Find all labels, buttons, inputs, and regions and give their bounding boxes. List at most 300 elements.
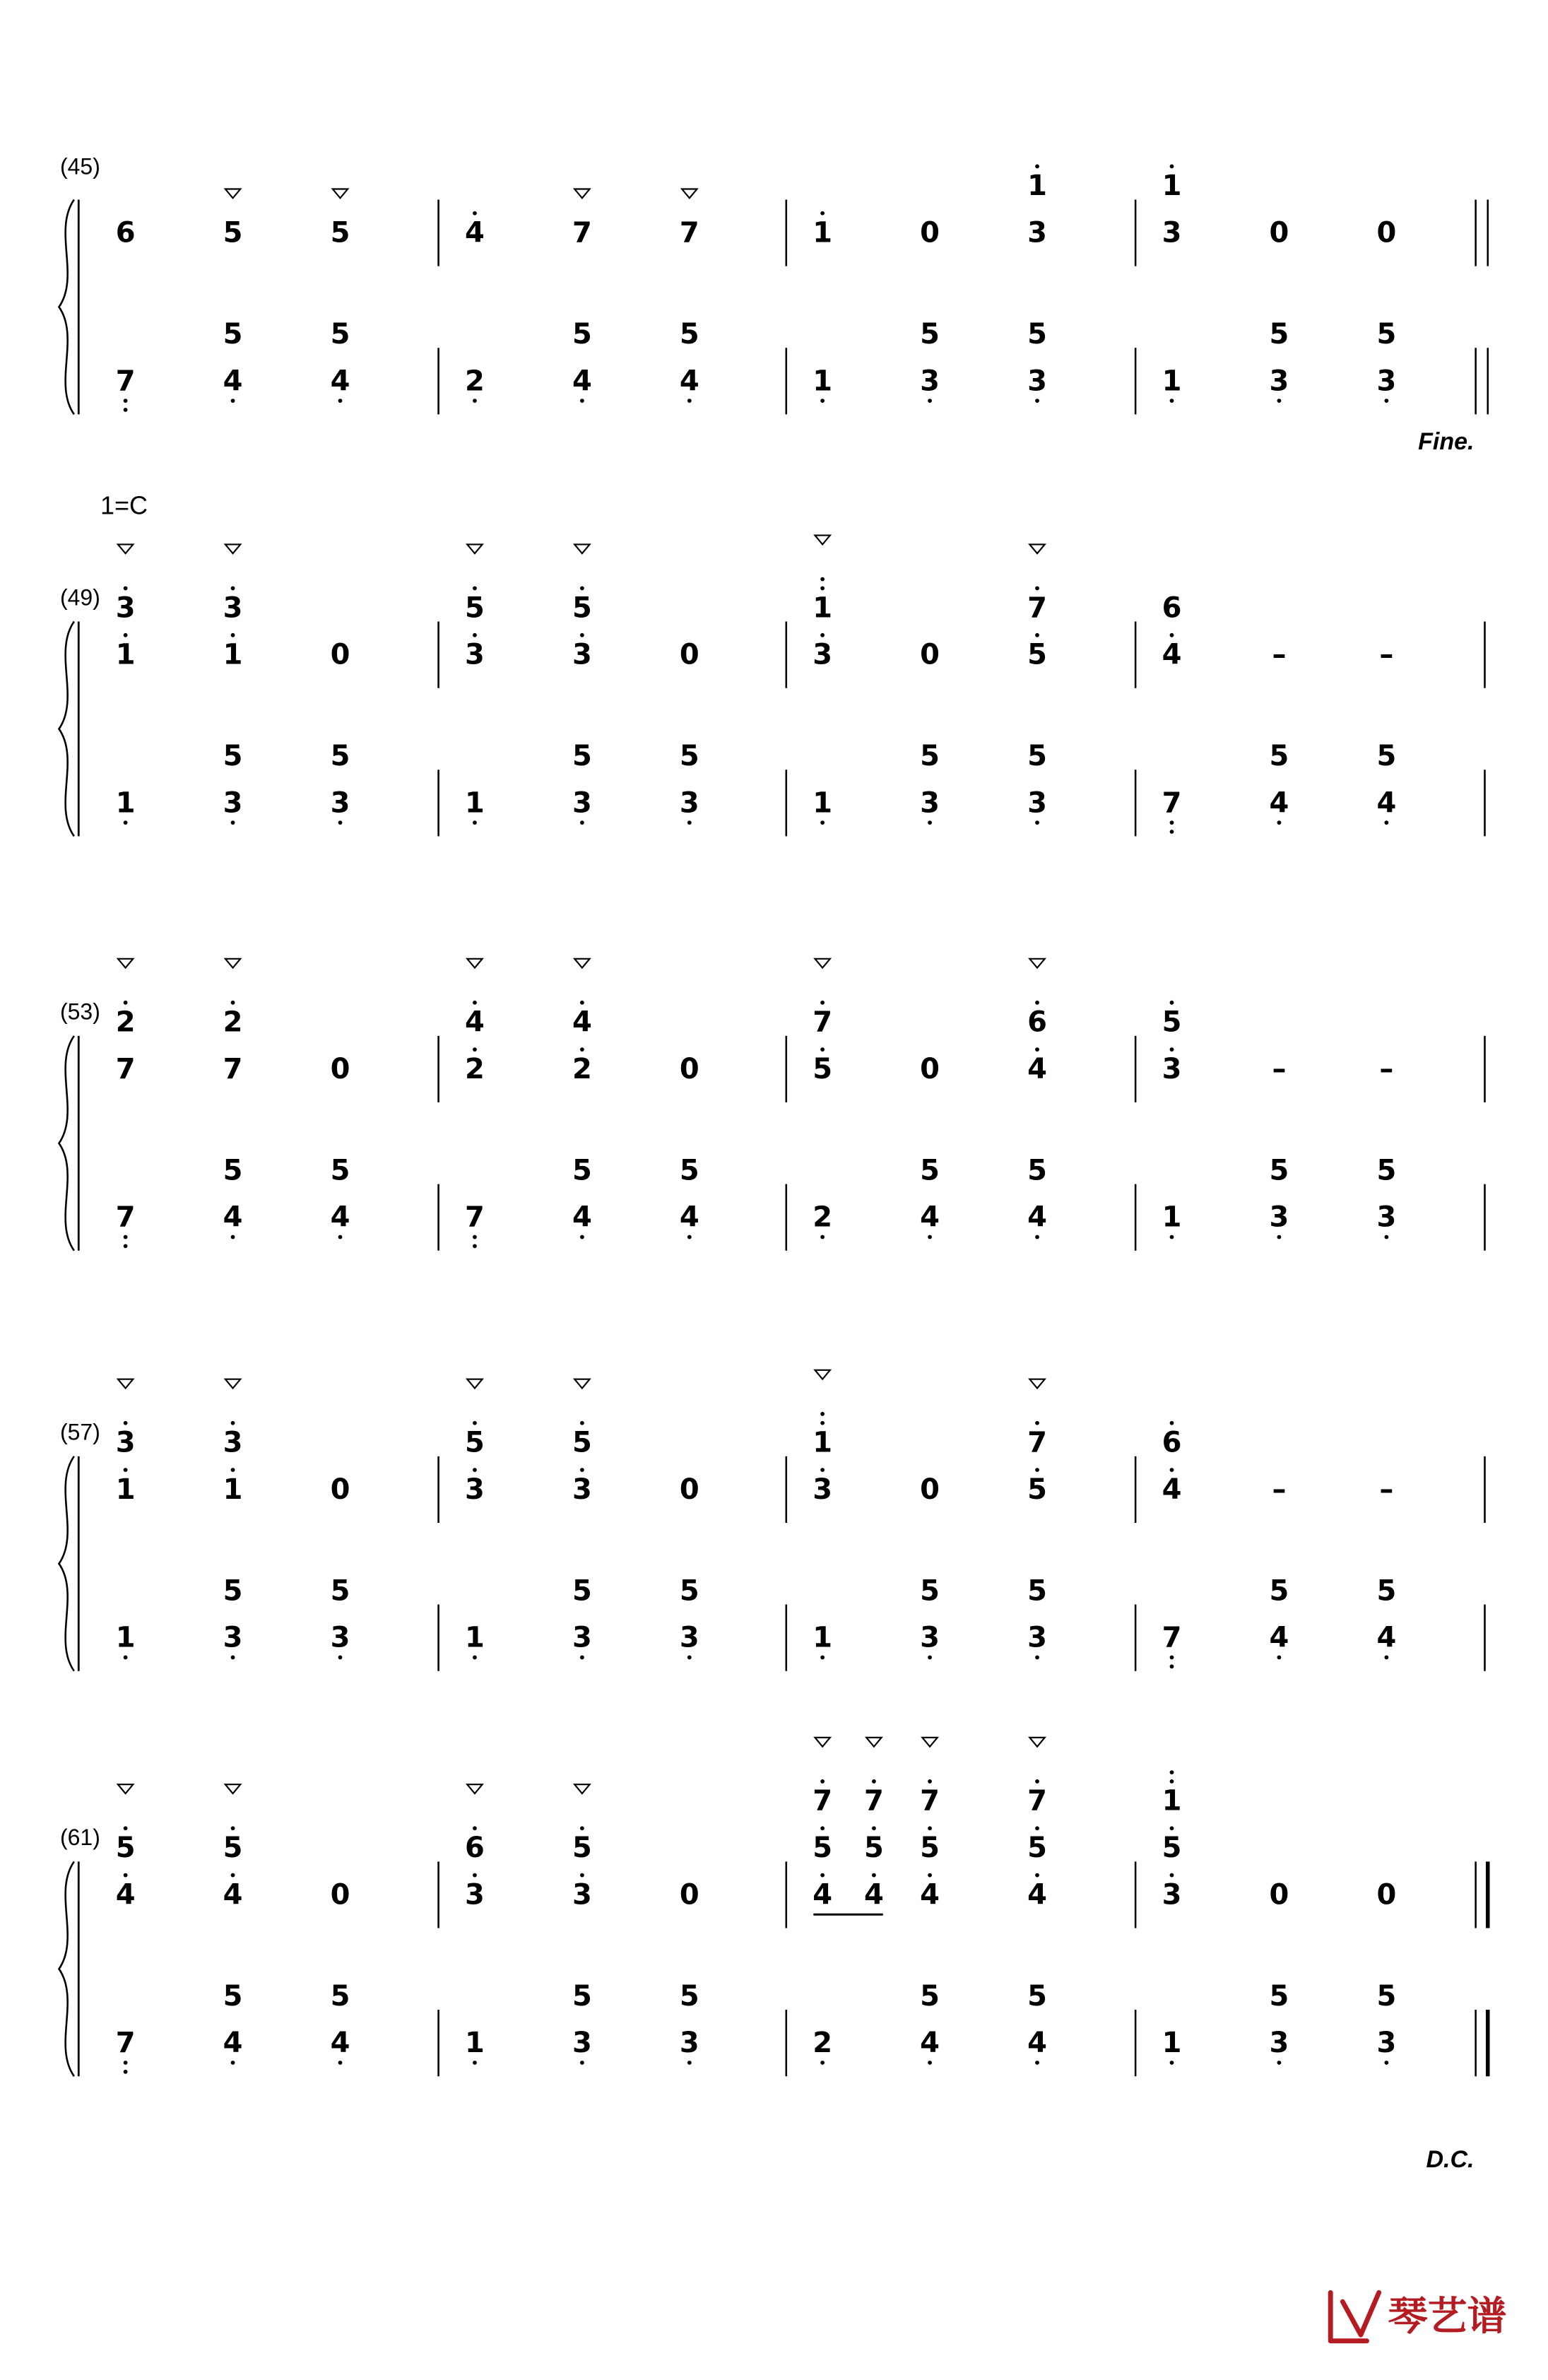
- bass-note: 2: [465, 365, 485, 398]
- octave-dot: [1384, 2061, 1388, 2065]
- octave-dot: [820, 1001, 825, 1005]
- octave-dot: [820, 211, 825, 216]
- octave-dot: [1170, 1468, 1174, 1472]
- octave-dot: [687, 399, 692, 403]
- treble-note: 0: [1376, 1878, 1397, 1911]
- octave-dot: [124, 399, 128, 403]
- bass-note: 3: [679, 2027, 699, 2060]
- staccato-mark: [225, 959, 240, 968]
- bass-note: 3: [1269, 1201, 1289, 1234]
- treble-note: 1: [115, 1473, 136, 1506]
- bass-note: 3: [330, 1621, 350, 1654]
- bass-note: 5: [223, 1979, 243, 2013]
- octave-dot: [820, 577, 825, 582]
- octave-dot: [820, 633, 825, 637]
- bass-note: 1: [1162, 365, 1182, 398]
- octave-dot: [124, 1873, 128, 1878]
- bass-note: 5: [330, 1154, 350, 1187]
- staccato-mark: [225, 1784, 240, 1793]
- octave-dot: [872, 1873, 876, 1878]
- octave-dot: [580, 1826, 584, 1830]
- bass-note: 5: [920, 1154, 940, 1187]
- treble-note: 0: [920, 216, 940, 249]
- octave-dot: [1277, 820, 1282, 825]
- treble-note: 2: [115, 1006, 136, 1039]
- treble-note: 4: [223, 1878, 243, 1911]
- octave-dot: [820, 1779, 825, 1784]
- bass-note: 3: [679, 1621, 699, 1654]
- octave-dot: [928, 1235, 932, 1239]
- octave-dot: [124, 1656, 128, 1660]
- bass-note: 7: [1162, 1621, 1182, 1654]
- brace: [59, 1456, 73, 1671]
- octave-dot: [1035, 587, 1039, 591]
- octave-dot: [1035, 1235, 1039, 1239]
- bass-note: 1: [1162, 1201, 1182, 1234]
- logo-text: 琴艺谱: [1388, 2293, 1507, 2340]
- bass-note: 5: [223, 740, 243, 772]
- treble-note: 2: [223, 1006, 243, 1039]
- bass-note: 5: [679, 740, 699, 772]
- treble-note: 3: [223, 591, 243, 625]
- bass-note: 4: [330, 1201, 350, 1234]
- staccato-mark: [467, 959, 482, 968]
- treble-note: 3: [572, 1878, 592, 1911]
- treble-note: 7: [863, 1784, 884, 1818]
- octave-dot: [820, 1873, 825, 1878]
- octave-dot: [1170, 1826, 1174, 1830]
- bass-note: 4: [679, 365, 699, 398]
- bass-note: 1: [465, 2027, 485, 2060]
- octave-dot: [820, 399, 825, 403]
- octave-dot: [580, 1656, 584, 1660]
- brace: [59, 622, 73, 837]
- treble-note: 0: [679, 1878, 699, 1911]
- octave-dot: [580, 399, 584, 403]
- bass-note: 4: [1376, 1621, 1397, 1654]
- staccato-mark: [333, 189, 348, 199]
- octave-dot: [820, 2061, 825, 2065]
- octave-dot: [231, 1656, 235, 1660]
- staccato-mark: [815, 536, 829, 545]
- octave-dot: [580, 1235, 584, 1239]
- octave-dot: [1035, 2061, 1039, 2065]
- bass-note: 4: [223, 2027, 243, 2060]
- staccato-mark: [815, 959, 829, 968]
- treble-note: 7: [115, 1052, 136, 1085]
- octave-dot: [1035, 165, 1039, 169]
- octave-dot: [1035, 1047, 1039, 1051]
- staccato-mark: [467, 544, 482, 553]
- bass-note: 4: [1269, 1621, 1289, 1654]
- treble-note: 3: [223, 1426, 243, 1459]
- treble-note: 0: [679, 1473, 699, 1506]
- bass-note: 2: [813, 1201, 833, 1234]
- treble-note: 3: [115, 1426, 136, 1459]
- staccato-mark: [815, 1738, 829, 1747]
- treble-note: –: [1379, 1052, 1394, 1085]
- octave-dot: [872, 1779, 876, 1784]
- octave-dot: [1170, 830, 1174, 834]
- bass-note: 4: [223, 365, 243, 398]
- octave-dot: [1170, 633, 1174, 637]
- octave-dot: [820, 587, 825, 591]
- staccato-mark: [574, 1784, 589, 1793]
- bass-note: 3: [1376, 365, 1397, 398]
- measure-number: (49): [59, 584, 100, 611]
- treble-note: 0: [1376, 216, 1397, 249]
- octave-dot: [1384, 820, 1388, 825]
- treble-note: 5: [813, 1832, 833, 1865]
- octave-dot: [1170, 1873, 1174, 1878]
- treble-note: –: [1272, 1052, 1287, 1085]
- treble-note: 3: [813, 638, 833, 671]
- bass-note: 4: [920, 2027, 940, 2060]
- bass-note: 5: [330, 740, 350, 772]
- bass-note: 1: [813, 365, 833, 398]
- treble-note: 7: [1027, 1784, 1047, 1818]
- octave-dot: [580, 587, 584, 591]
- treble-note: 1: [1027, 170, 1047, 203]
- treble-note: 5: [330, 216, 350, 249]
- treble-note: 0: [920, 638, 940, 671]
- octave-dot: [820, 1826, 825, 1830]
- octave-dot: [1170, 1001, 1174, 1005]
- octave-dot: [124, 820, 128, 825]
- bass-note: 4: [1269, 787, 1289, 820]
- treble-note: 2: [572, 1052, 592, 1085]
- staccato-mark: [1029, 1379, 1044, 1389]
- octave-dot: [928, 2061, 932, 2065]
- treble-note: 4: [465, 216, 485, 249]
- octave-dot: [580, 820, 584, 825]
- bass-note: 5: [223, 1574, 243, 1608]
- treble-note: 1: [223, 638, 243, 671]
- octave-dot: [231, 399, 235, 403]
- treble-note: 0: [330, 638, 350, 671]
- octave-dot: [231, 1468, 235, 1472]
- staccato-mark: [866, 1738, 881, 1747]
- bass-note: 4: [1027, 2027, 1047, 2060]
- bass-note: 7: [465, 1201, 485, 1234]
- bass-note: 3: [920, 365, 940, 398]
- bass-note: 5: [679, 317, 699, 350]
- treble-note: 0: [920, 1473, 940, 1506]
- octave-dot: [580, 1468, 584, 1472]
- octave-dot: [338, 1656, 343, 1660]
- treble-note: 0: [679, 1052, 699, 1085]
- staccato-mark: [574, 959, 589, 968]
- octave-dot: [1035, 399, 1039, 403]
- treble-note: 7: [920, 1784, 940, 1818]
- treble-note: 3: [465, 1473, 485, 1506]
- treble-note: 5: [813, 1052, 833, 1085]
- treble-note: 3: [1162, 216, 1182, 249]
- octave-dot: [473, 2061, 477, 2065]
- bass-note: 5: [572, 1979, 592, 2013]
- treble-note: 1: [1162, 170, 1182, 203]
- octave-dot: [820, 1412, 825, 1416]
- treble-note: 5: [465, 591, 485, 625]
- treble-note: 0: [920, 1052, 940, 1085]
- octave-dot: [820, 820, 825, 825]
- treble-note: 1: [1162, 1784, 1182, 1818]
- octave-dot: [1170, 1047, 1174, 1051]
- octave-dot: [928, 1779, 932, 1784]
- octave-dot: [124, 1421, 128, 1425]
- octave-dot: [580, 2061, 584, 2065]
- treble-note: 5: [1027, 1832, 1047, 1865]
- octave-dot: [473, 1244, 477, 1248]
- staccato-mark: [1029, 959, 1044, 968]
- bass-note: 2: [813, 2027, 833, 2060]
- octave-dot: [124, 1001, 128, 1005]
- treble-note: 5: [1027, 1473, 1047, 1506]
- logo-icon: [1330, 2292, 1378, 2340]
- octave-dot: [1035, 820, 1039, 825]
- treble-note: 7: [813, 1784, 833, 1818]
- treble-note: 5: [572, 1426, 592, 1459]
- bass-note: 5: [920, 740, 940, 772]
- bass-note: 1: [115, 787, 136, 820]
- treble-note: 4: [115, 1878, 136, 1911]
- dc-mark: D.C.: [1426, 2145, 1475, 2173]
- octave-dot: [124, 2061, 128, 2065]
- octave-dot: [231, 1826, 235, 1830]
- bass-note: 3: [223, 787, 243, 820]
- bass-note: 1: [465, 1621, 485, 1654]
- octave-dot: [231, 587, 235, 591]
- octave-dot: [124, 1235, 128, 1239]
- octave-dot: [1384, 399, 1388, 403]
- octave-dot: [928, 820, 932, 825]
- octave-dot: [231, 2061, 235, 2065]
- staccato-mark: [1029, 1738, 1044, 1747]
- treble-note: 6: [115, 216, 136, 249]
- bass-note: 5: [1027, 740, 1047, 772]
- treble-note: 7: [679, 216, 699, 249]
- octave-dot: [687, 1235, 692, 1239]
- octave-dot: [687, 820, 692, 825]
- octave-dot: [1170, 1421, 1174, 1425]
- treble-note: 7: [1027, 1426, 1047, 1459]
- treble-note: 5: [1027, 638, 1047, 671]
- bass-note: 4: [572, 365, 592, 398]
- bass-note: 5: [679, 1574, 699, 1608]
- octave-dot: [1170, 1779, 1174, 1784]
- octave-dot: [687, 2061, 692, 2065]
- octave-dot: [1277, 1656, 1282, 1660]
- bass-note: 3: [1027, 365, 1047, 398]
- octave-dot: [124, 587, 128, 591]
- octave-dot: [1170, 399, 1174, 403]
- treble-note: 5: [115, 1832, 136, 1865]
- bass-note: 5: [1027, 1154, 1047, 1187]
- octave-dot: [820, 1421, 825, 1425]
- treble-note: 3: [115, 591, 136, 625]
- bass-note: 5: [572, 740, 592, 772]
- fine-mark: Fine.: [1418, 428, 1475, 455]
- bass-note: 3: [920, 787, 940, 820]
- bass-note: 3: [572, 2027, 592, 2060]
- octave-dot: [928, 1873, 932, 1878]
- bass-note: 1: [465, 787, 485, 820]
- bass-note: 3: [679, 787, 699, 820]
- bass-note: 1: [115, 1621, 136, 1654]
- treble-note: 4: [863, 1878, 884, 1911]
- octave-dot: [928, 1656, 932, 1660]
- octave-dot: [1170, 2061, 1174, 2065]
- treble-note: –: [1272, 1473, 1287, 1506]
- treble-note: 5: [223, 216, 243, 249]
- octave-dot: [928, 1826, 932, 1830]
- octave-dot: [820, 1656, 825, 1660]
- octave-dot: [1035, 1421, 1039, 1425]
- octave-dot: [1035, 1656, 1039, 1660]
- octave-dot: [473, 587, 477, 591]
- treble-note: 4: [572, 1006, 592, 1039]
- treble-note: 7: [572, 216, 592, 249]
- octave-dot: [1035, 1001, 1039, 1005]
- treble-note: 7: [1027, 591, 1047, 625]
- measure-number: (61): [59, 1825, 100, 1851]
- treble-note: 7: [223, 1052, 243, 1085]
- octave-dot: [1035, 1873, 1039, 1878]
- octave-dot: [1277, 1235, 1282, 1239]
- octave-dot: [820, 1235, 825, 1239]
- bass-note: 4: [679, 1201, 699, 1234]
- bass-note: 4: [330, 2027, 350, 2060]
- bass-note: 5: [223, 317, 243, 350]
- octave-dot: [1170, 820, 1174, 825]
- treble-note: 1: [223, 1473, 243, 1506]
- octave-dot: [124, 408, 128, 412]
- staccato-mark: [118, 959, 133, 968]
- treble-note: 3: [1162, 1878, 1182, 1911]
- treble-note: 3: [465, 638, 485, 671]
- bass-note: 5: [572, 317, 592, 350]
- treble-note: 5: [572, 1832, 592, 1865]
- staccato-mark: [574, 1379, 589, 1389]
- bass-note: 3: [330, 787, 350, 820]
- bass-note: 7: [115, 1201, 136, 1234]
- bass-note: 5: [572, 1574, 592, 1608]
- staccato-mark: [225, 189, 240, 199]
- treble-note: 7: [813, 1006, 833, 1039]
- bass-note: 5: [1027, 1979, 1047, 2013]
- bass-note: 3: [920, 1621, 940, 1654]
- brace: [59, 199, 73, 414]
- treble-note: 4: [1027, 1052, 1047, 1085]
- bass-note: 5: [920, 317, 940, 350]
- bass-note: 3: [1376, 2027, 1397, 2060]
- staccato-mark: [467, 1379, 482, 1389]
- treble-note: –: [1379, 638, 1394, 671]
- bass-note: 4: [1376, 787, 1397, 820]
- brace: [59, 1036, 73, 1251]
- octave-dot: [473, 1826, 477, 1830]
- bass-note: 7: [115, 2027, 136, 2060]
- staccato-mark: [574, 189, 589, 199]
- treble-note: 3: [1027, 216, 1047, 249]
- octave-dot: [124, 1468, 128, 1472]
- bass-note: 5: [1376, 1574, 1397, 1608]
- octave-dot: [124, 633, 128, 637]
- octave-dot: [1035, 1826, 1039, 1830]
- staccato-mark: [1029, 544, 1044, 553]
- treble-note: 6: [1162, 1426, 1182, 1459]
- treble-note: 4: [465, 1006, 485, 1039]
- measure-number: (53): [59, 998, 100, 1025]
- bass-note: 5: [572, 1154, 592, 1187]
- brace: [59, 1861, 73, 2076]
- octave-dot: [473, 399, 477, 403]
- staccato-mark: [574, 544, 589, 553]
- treble-note: 3: [465, 1878, 485, 1911]
- octave-dot: [1384, 1235, 1388, 1239]
- bass-note: 5: [330, 317, 350, 350]
- octave-dot: [231, 820, 235, 825]
- bass-note: 5: [1376, 740, 1397, 772]
- bass-note: 5: [330, 1979, 350, 2013]
- octave-dot: [473, 633, 477, 637]
- bass-note: 5: [1269, 317, 1289, 350]
- treble-note: 2: [465, 1052, 485, 1085]
- bass-note: 5: [679, 1154, 699, 1187]
- bass-note: 3: [1376, 1201, 1397, 1234]
- octave-dot: [1170, 1235, 1174, 1239]
- treble-note: 4: [920, 1878, 940, 1911]
- octave-dot: [473, 1873, 477, 1878]
- treble-note: 5: [572, 591, 592, 625]
- treble-note: 4: [813, 1878, 833, 1911]
- treble-note: 5: [863, 1832, 884, 1865]
- staccato-mark: [682, 189, 697, 199]
- bass-note: 5: [1269, 740, 1289, 772]
- bass-note: 5: [1027, 1574, 1047, 1608]
- bass-note: 1: [1162, 2027, 1182, 2060]
- staccato-mark: [118, 544, 133, 553]
- octave-dot: [338, 820, 343, 825]
- treble-note: 0: [1269, 1878, 1289, 1911]
- octave-dot: [231, 1235, 235, 1239]
- treble-note: 0: [330, 1473, 350, 1506]
- octave-dot: [1035, 1779, 1039, 1784]
- bass-note: 5: [1376, 1154, 1397, 1187]
- bass-note: 3: [1269, 365, 1289, 398]
- bass-note: 4: [223, 1201, 243, 1234]
- octave-dot: [231, 1873, 235, 1878]
- bass-note: 7: [115, 365, 136, 398]
- bass-note: 4: [920, 1201, 940, 1234]
- octave-dot: [580, 1047, 584, 1051]
- octave-dot: [473, 1001, 477, 1005]
- octave-dot: [580, 633, 584, 637]
- octave-dot: [338, 1235, 343, 1239]
- bass-note: 3: [1027, 1621, 1047, 1654]
- staccato-mark: [118, 1379, 133, 1389]
- bass-note: 5: [223, 1154, 243, 1187]
- bass-note: 5: [1376, 317, 1397, 350]
- treble-note: –: [1379, 1473, 1394, 1506]
- octave-dot: [473, 211, 477, 216]
- octave-dot: [473, 1047, 477, 1051]
- octave-dot: [1170, 1770, 1174, 1774]
- treble-note: 5: [1162, 1006, 1182, 1039]
- octave-dot: [473, 1468, 477, 1472]
- bass-note: 4: [1027, 1201, 1047, 1234]
- bass-note: 5: [1376, 1979, 1397, 2013]
